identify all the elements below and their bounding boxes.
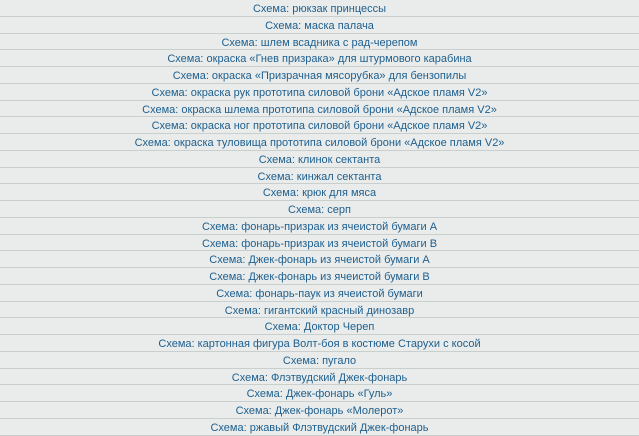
list-item [0, 285, 639, 302]
plan-link[interactable]: Схема: фонарь-призрак из ячеистой бумаги A [201, 220, 438, 233]
list-item [0, 402, 639, 419]
plan-link[interactable]: Схема: пугало [282, 354, 357, 367]
plan-link[interactable]: Схема: ржавый Флэтвудский Джек-фонарь [210, 421, 429, 434]
list-item [0, 335, 639, 352]
list-item [0, 268, 639, 285]
list-item [0, 201, 639, 218]
list-item [0, 84, 639, 101]
list-item [0, 318, 639, 335]
list-item [0, 385, 639, 402]
list-item [0, 184, 639, 201]
plan-link[interactable]: Схема: окраска «Призрачная мясорубка» для бензопилы [172, 70, 467, 82]
list-item [0, 251, 639, 268]
list-item [0, 235, 639, 252]
plan-link[interactable]: Схема: Джек-фонарь из ячеистой бумаги B [209, 271, 430, 283]
plan-link[interactable]: Схема: шлем всадника с рад-черепом [221, 36, 418, 49]
list-item [0, 34, 639, 51]
list-item [0, 302, 639, 319]
plan-link[interactable]: Схема: серп [288, 204, 351, 216]
plan-link[interactable]: Схема: маска палача [265, 19, 374, 32]
list-item [0, 17, 639, 34]
plan-link[interactable]: Схема: фонарь-паук из ячеистой бумаги [216, 287, 423, 300]
plan-link[interactable]: Схема: окраска рук прототипа силовой брони «Адское пламя V2» [151, 86, 488, 99]
list-item [0, 50, 639, 67]
plan-link[interactable]: Схема: гигантский красный динозавр [224, 304, 415, 317]
plan-link[interactable]: Схема: окраска туловища прототипа силовой брони «Адское пламя V2» [134, 137, 505, 149]
list-item [0, 352, 639, 369]
list-item [0, 67, 639, 84]
plan-link[interactable]: Схема: Флэтвудский Джек-фонарь [231, 371, 408, 384]
plan-link[interactable]: Схема: Джек-фонарь «Молерот» [235, 405, 404, 417]
list-item [0, 0, 639, 17]
plan-link[interactable]: Схема: рюкзак принцессы [252, 3, 387, 15]
list-item [0, 419, 639, 436]
plan-link[interactable]: Схема: окраска «Гнев призрака» для штурмового карабина [167, 53, 472, 66]
plan-link[interactable]: Схема: картонная фигура Волт-боя в костюме Старухи с косой [158, 338, 481, 350]
plan-link[interactable]: Схема: Джек-фонарь из ячеистой бумаги A [209, 254, 430, 267]
plan-link[interactable]: Схема: клинок сектанта [258, 153, 381, 166]
plan-link[interactable]: Схема: кинжал сектанта [257, 170, 382, 183]
plan-link[interactable]: Схема: окраска ног прототипа силовой брони «Адское пламя V2» [151, 120, 488, 133]
plan-link[interactable]: Схема: окраска шлема прототипа силовой брони «Адское пламя V2» [142, 103, 497, 116]
plan-link[interactable]: Схема: крюк для мяса [262, 187, 377, 200]
list-item [0, 117, 639, 134]
list-item [0, 134, 639, 151]
plan-link[interactable]: Схема: Джек-фонарь «Гуль» [246, 388, 393, 401]
list-item [0, 369, 639, 386]
list-item [0, 101, 639, 118]
list-item [0, 218, 639, 235]
plan-link[interactable]: Схема: Доктор Череп [264, 321, 375, 334]
list-item [0, 151, 639, 168]
plan-link[interactable]: Схема: фонарь-призрак из ячеистой бумаги B [201, 237, 438, 250]
list-item [0, 168, 639, 185]
